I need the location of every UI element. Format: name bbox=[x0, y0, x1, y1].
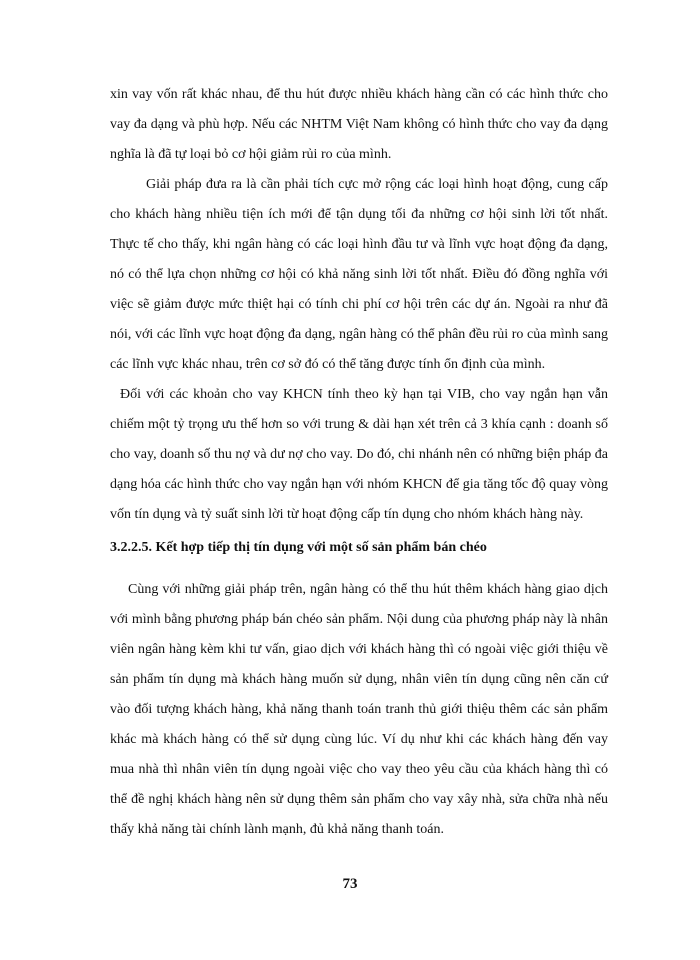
paragraph-short-term-loans: Đối với các khoản cho vay KHCN tính theo kỳ hạn tại VIB, cho vay ngắn hạn vẫn chiếm một tỷ trọng ưu thế hơn so với trung & dài hạn xét trên cả 3 khía cạnh : doanh số cho vay, doanh số thu nợ và dư nợ cho vay. Do đó, chi nhánh nên có những biện pháp đa dạng hóa các hình thức cho vay ngắn hạn với nhóm KHCN để gia tăng tốc độ quay vòng vốn tín dụng và tỷ suất sinh lời từ hoạt động cấp tín dụng cho nhóm khách hàng này. bbox=[110, 387, 608, 522]
section-heading: 3.2.2.5. Kết hợp tiếp thị tín dụng với một số sản phẩm bán chéo bbox=[110, 540, 487, 555]
page-number: 73 bbox=[342, 876, 358, 892]
page-content bbox=[110, 80, 608, 845]
paragraph-continuation: xin vay vốn rất khác nhau, để thu hút được nhiều khách hàng cần có các hình thức cho vay đa dạng và phù hợp. Nếu các NHTM Việt Nam không có hình thức cho vay đa dạng nghĩa là đã tự loại bỏ cơ hội giảm rủi ro của mình. bbox=[110, 87, 608, 162]
paragraph-solution: Giải pháp đưa ra là cần phải tích cực mở rộng các loại hình hoạt động, cung cấp cho khách hàng nhiều tiện ích mới để tận dụng tối đa những cơ hội sinh lời tốt nhất. Thực tế cho thấy, khi ngân hàng có các loại hình đầu tư và lĩnh vực hoạt động đa dạng, nó có thể lựa chọn những cơ hội có khả năng sinh lời tốt nhất. Điều đó đồng nghĩa với việc sẽ giảm được mức thiệt hại có tính chi phí cơ hội trên các dự án. Ngoài ra như đã nói, với các lĩnh vực hoạt động đa dạng, ngân hàng có thể phân đều rủi ro của mình sang các lĩnh vực khác nhau, trên cơ sở đó có thể tăng được tính ổn định của mình. bbox=[110, 177, 608, 372]
paragraph-cross-selling: Cùng với những giải pháp trên, ngân hàng có thể thu hút thêm khách hàng giao dịch với mình bằng phương pháp bán chéo sản phẩm. Nội dung của phương pháp này là nhân viên ngân hàng kèm khi tư vấn, giao dịch với khách hàng thì có ngoài việc giới thiệu về sản phẩm tín dụng mà khách hàng muốn sử dụng, nhân viên tín dụng cũng nên căn cứ vào đối tượng khách hàng, khả năng thanh toán tranh thủ giới thiệu thêm các sản phẩm khác mà khách hàng có thể sử dụng cùng lúc. Ví dụ như khi các khách hàng đến vay mua nhà thì nhân viên tín dụng ngoài việc cho vay theo yêu cầu của khách hàng thì có thể đề nghị khách hàng nên sử dụng thêm sản phẩm cho vay xây nhà, sửa chữa nhà nếu thấy khả năng tài chính lành mạnh, đủ khả năng thanh toán. bbox=[110, 582, 608, 837]
